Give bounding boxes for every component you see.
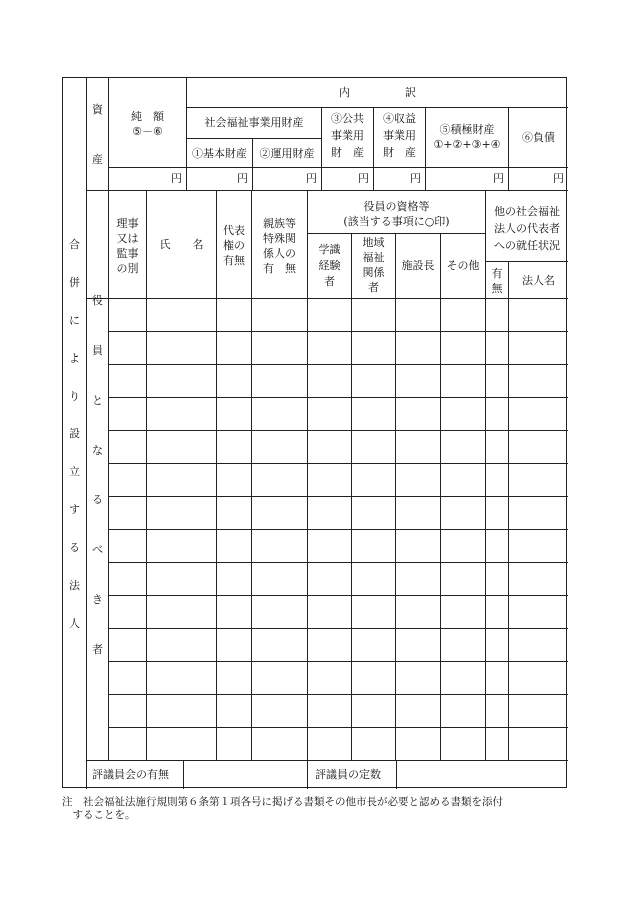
- label-char: 設: [69, 427, 80, 441]
- role-header-1: 理事: [116, 217, 139, 230]
- rep-header-2: 権の: [223, 239, 245, 252]
- council-quota-label: 評議員の定数: [315, 768, 381, 781]
- rule: [108, 661, 568, 662]
- kin-header-2: 特殊関: [263, 232, 296, 245]
- label-char: 合: [69, 238, 80, 251]
- rule: [108, 496, 568, 497]
- rule: [216, 190, 217, 760]
- rule: [108, 628, 568, 629]
- rule: [186, 138, 321, 139]
- merger-corporation-form: [62, 77, 567, 788]
- yen-unit: 円: [358, 172, 369, 185]
- scholar-header-3: 者: [324, 275, 335, 288]
- qualification-header-2: (該当する事項に○印): [343, 215, 450, 228]
- rule: [396, 760, 397, 789]
- rule: [508, 261, 509, 760]
- label-char: に: [69, 313, 80, 327]
- kin-header-3: 係人の: [263, 247, 296, 260]
- label-char: 法: [69, 579, 80, 593]
- kin-header-4: 有 無: [263, 262, 296, 275]
- has-header-1: 有: [491, 267, 503, 280]
- public-property-line3: 財 産: [331, 146, 364, 159]
- rule: [146, 190, 147, 760]
- public-property-line1: ③公共: [331, 112, 364, 125]
- other-header: その他: [446, 259, 480, 272]
- breakdown-header: 内 訳: [339, 86, 416, 99]
- footnote-line-1: 注 社会福祉法施行規則第６条第１項各号に掲げる書類その他市長が必要と認める書類を添付: [62, 796, 503, 808]
- rule: [485, 261, 568, 262]
- label-char: 役: [92, 294, 103, 307]
- label-char: 人: [69, 616, 80, 630]
- positive-property-line1: ⑤積極財産: [439, 123, 495, 136]
- rule: [108, 364, 568, 365]
- label-char: よ: [69, 351, 80, 365]
- label-char: す: [69, 503, 80, 517]
- rule: [351, 233, 352, 760]
- label-char: と: [92, 393, 103, 407]
- kin-header-1: 親族等: [263, 217, 296, 230]
- assets-label-1: 資: [92, 103, 103, 116]
- rule: [108, 167, 568, 168]
- net-amount-formula: ⑤－⑥: [132, 125, 163, 138]
- public-property-line2: 事業用: [331, 129, 364, 142]
- corporation-label: [65, 236, 84, 631]
- has-header-2: 無: [491, 282, 503, 295]
- label-char: べ: [92, 543, 103, 557]
- yen-unit: 円: [171, 172, 182, 185]
- rule: [440, 233, 441, 760]
- footnote-line-2: することを。: [62, 809, 136, 821]
- rule: [108, 430, 568, 431]
- scholar-header-2: 経験: [318, 259, 341, 272]
- label-char: 者: [92, 642, 103, 656]
- rule: [108, 595, 568, 596]
- label-char: 立: [69, 465, 80, 479]
- qualification-header-1: 役員の資格等: [363, 200, 430, 213]
- rule: [108, 463, 568, 464]
- liabilities-header: ⑥負債: [522, 131, 555, 144]
- assets-label-2: 産: [92, 153, 103, 166]
- rule: [86, 760, 568, 761]
- rule: [108, 694, 568, 695]
- label-char: り: [69, 389, 80, 403]
- operating-property-header: ②運用財産: [259, 147, 315, 160]
- rule: [108, 562, 568, 563]
- yen-unit: 円: [493, 172, 504, 185]
- rule: [108, 397, 568, 398]
- net-amount-label: 純 額: [131, 110, 164, 123]
- rep-header-3: 有無: [223, 254, 245, 267]
- yen-unit: 円: [410, 172, 421, 185]
- footnote: [62, 796, 562, 822]
- role-header-4: の別: [116, 262, 139, 275]
- label-char: る: [69, 541, 80, 555]
- rep-header-1: 代表: [223, 224, 245, 237]
- rule: [183, 760, 184, 789]
- rule: [86, 298, 568, 299]
- label-char: な: [92, 443, 103, 457]
- other-corp-header-1: 他の社会福祉: [494, 205, 560, 218]
- council-presence-label: 評議員会の有無: [92, 768, 169, 781]
- rule: [307, 233, 485, 234]
- profit-property-line1: ④収益: [383, 112, 416, 125]
- profit-property-line3: 財 産: [383, 146, 416, 159]
- other-corp-header-3: への就任状況: [494, 239, 560, 252]
- label-char: き: [92, 593, 103, 607]
- yen-unit: 円: [553, 172, 564, 185]
- corp-name-header: 法人名: [522, 274, 555, 287]
- scholar-header-1: 学識: [318, 243, 341, 256]
- name-header: 氏 名: [159, 238, 204, 251]
- rule: [508, 107, 509, 190]
- local-welfare-header-3: 関係: [362, 266, 385, 279]
- role-header-2: 又は: [116, 232, 139, 245]
- label-char: 員: [92, 343, 103, 357]
- label-char: 併: [69, 275, 80, 289]
- role-header-3: 監事: [116, 247, 139, 260]
- rule: [108, 529, 568, 530]
- welfare-business-header: 社会福祉事業用財産: [204, 116, 304, 129]
- rule: [186, 107, 568, 108]
- profit-property-line2: 事業用: [383, 129, 416, 142]
- basic-property-header: ①基本財産: [192, 147, 247, 160]
- local-welfare-header-4: 者: [368, 281, 379, 294]
- yen-unit: 円: [237, 172, 248, 185]
- rule: [86, 190, 568, 191]
- facility-head-header: 施設長: [401, 259, 435, 272]
- rule: [395, 233, 396, 760]
- rule: [108, 727, 568, 728]
- other-corp-header-2: 法人の代表者: [494, 222, 560, 235]
- local-welfare-header-1: 地域: [362, 236, 385, 249]
- label-char: る: [92, 493, 103, 507]
- positive-property-line2: ①+②+③+④: [433, 138, 501, 151]
- local-welfare-header-2: 福祉: [362, 251, 385, 264]
- officers-label: [87, 292, 108, 657]
- rule: [108, 331, 568, 332]
- yen-unit: 円: [306, 172, 317, 185]
